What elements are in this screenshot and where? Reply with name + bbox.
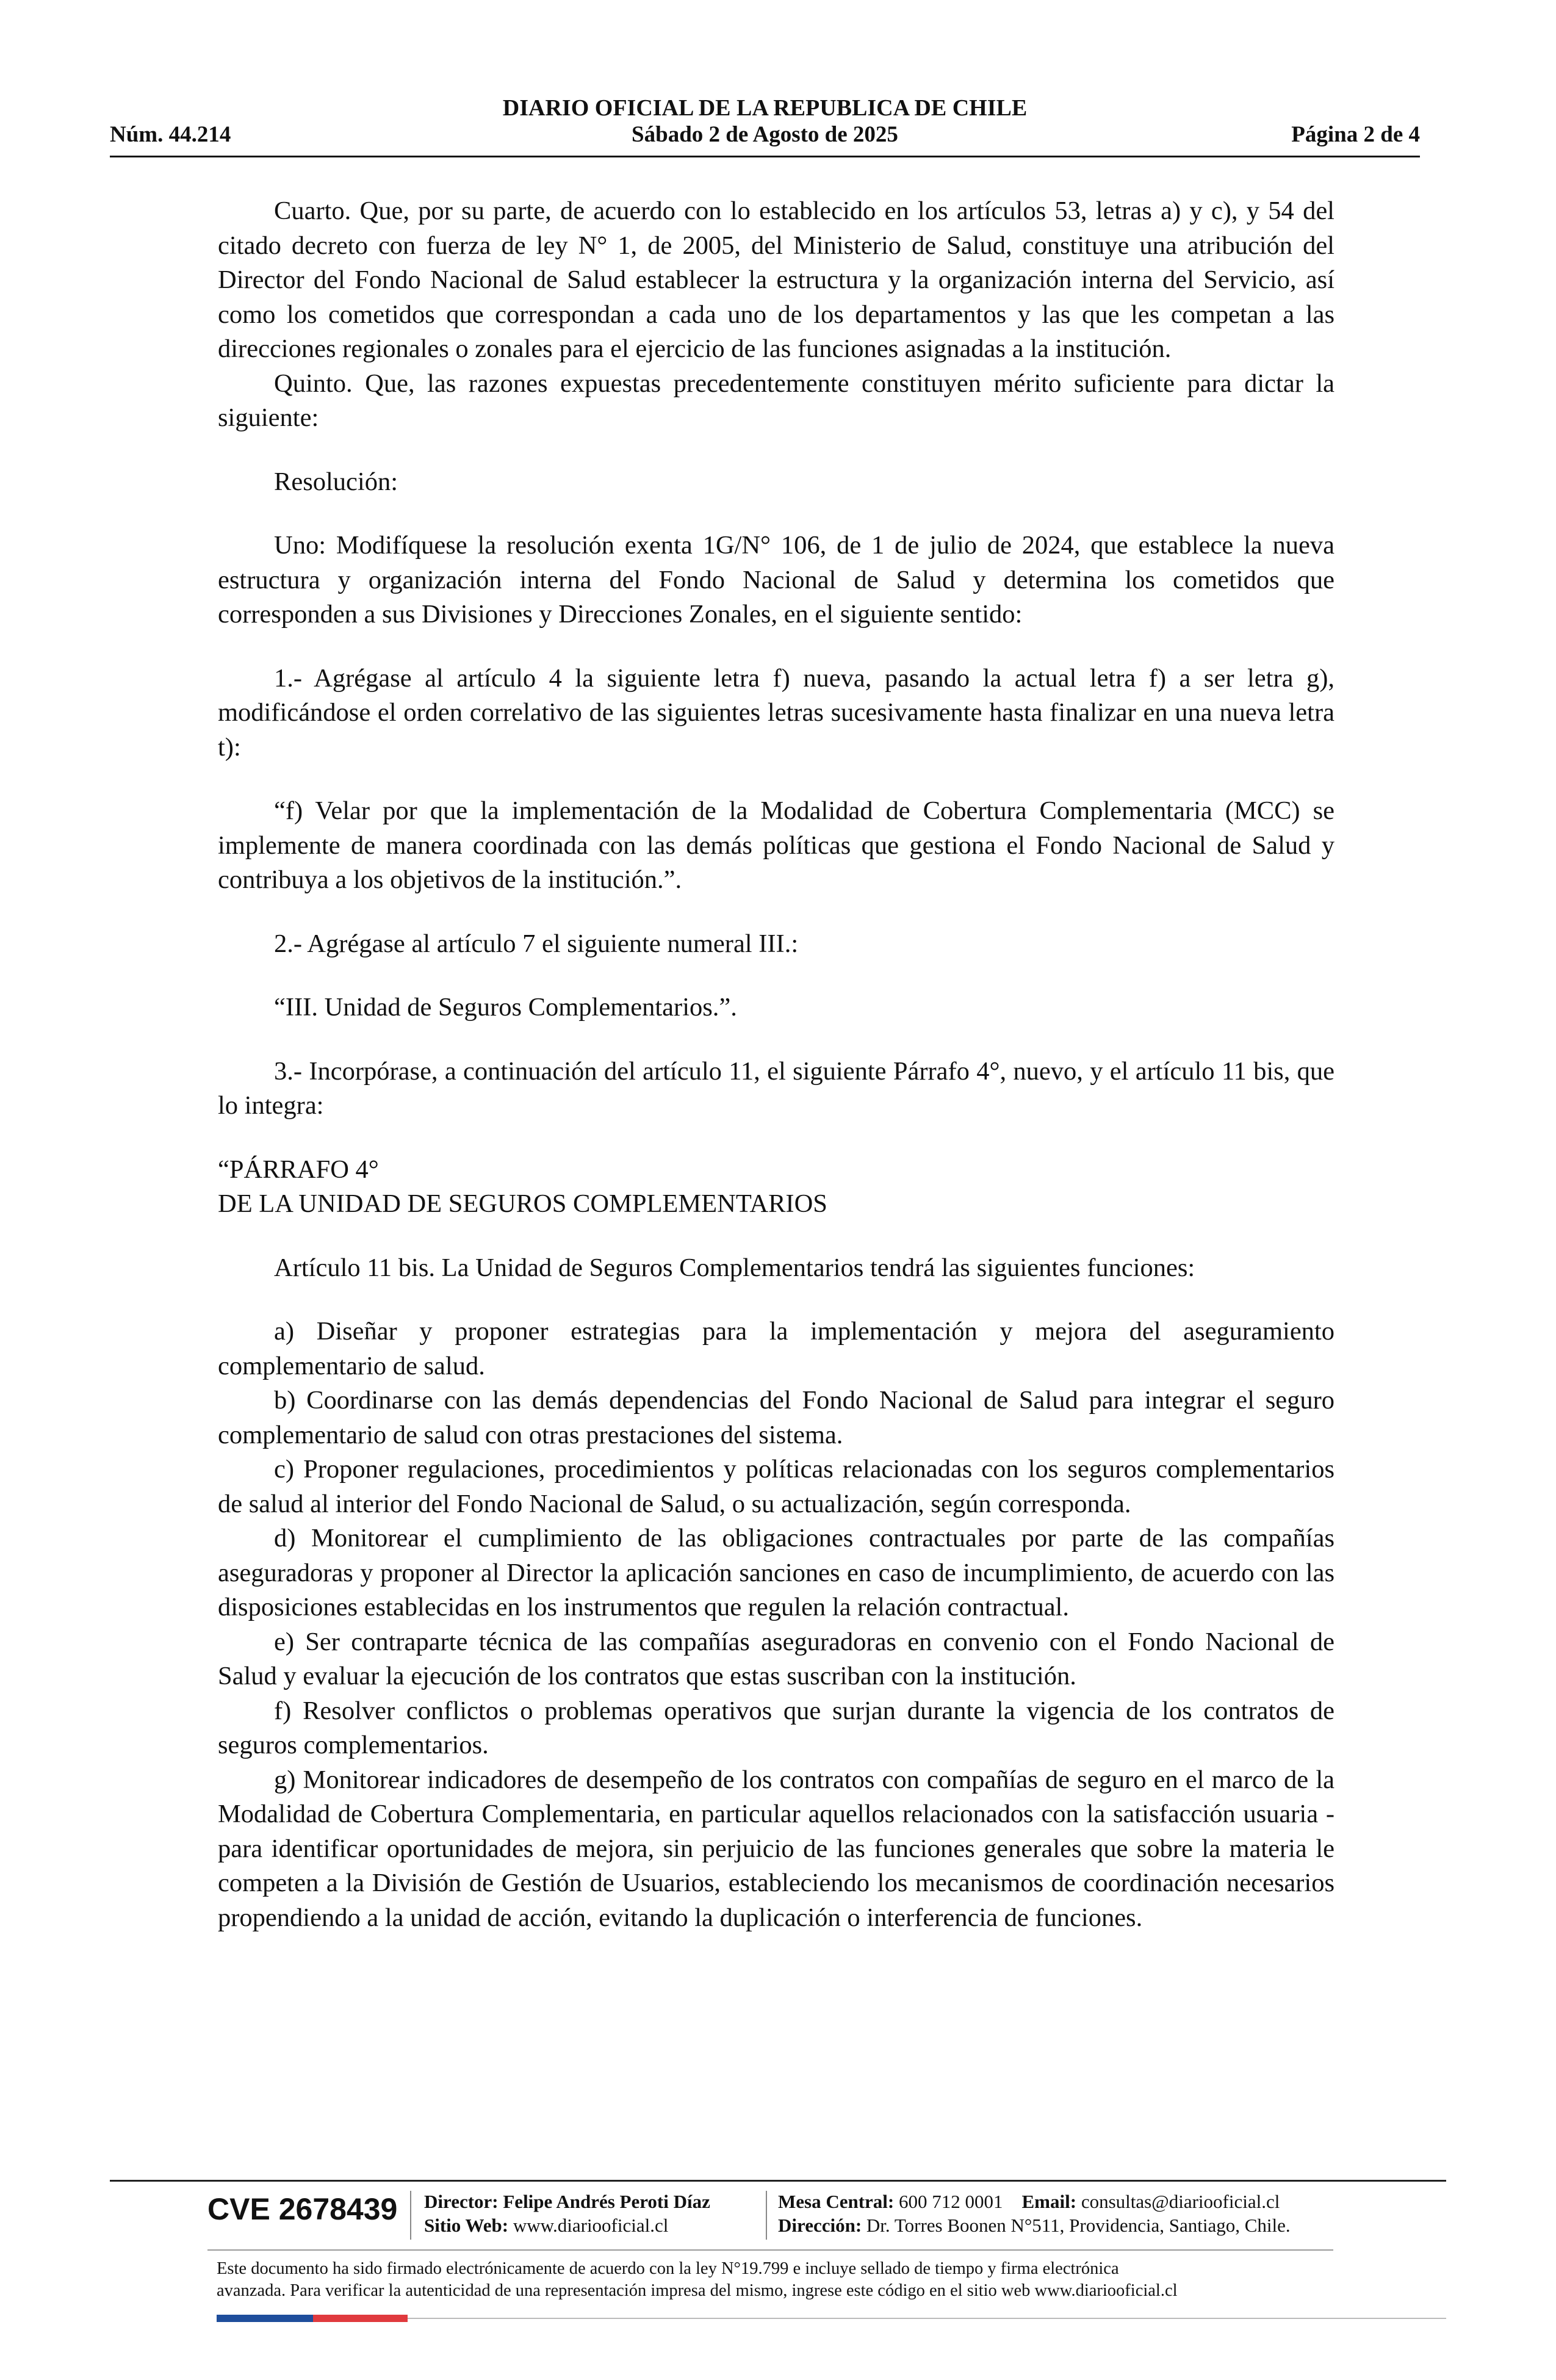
quote-letter-f: “f) Velar por que la implementación de la Modalidad de Cobertura Complementaria (MCC) se implemente de manera coordinada con las demás políticas que gestiona el Fondo Nacional de Salud y contribuya a los objetivos de la institución.”. bbox=[218, 796, 1334, 894]
function-item-e: e) Ser contraparte técnica de las compañías aseguradoras en convenio con el Fondo Nacional de Salud y evaluar la ejecución de los contratos que estas suscriban con la institución. bbox=[218, 1627, 1334, 1690]
function-item-c: c) Proponer regulaciones, procedimientos y políticas relacionadas con los seguros complementarios de salud al interior del Fondo Nacional de Salud, o su actualización, según corresponda. bbox=[218, 1455, 1334, 1518]
paragraph-cuarto: Cuarto. Que, por su parte, de acuerdo con lo establecido en los artículos 53, letras a) y c), y 54 del citado decreto con fuerza de ley N° 1, de 2005, del Ministerio de Salud, constituye una atribución del Director del Fondo Nacional de Salud establecer la estructura y la organización interna del Servicio, así como los cometidos que correspondan a cada uno de los departamentos y las que les competan a las direcciones regionales o zonales para el ejercicio de las funciones asignadas a la institución. bbox=[218, 197, 1334, 363]
quote-numeral-iii: “III. Unidad de Seguros Complementarios.”. bbox=[274, 993, 737, 1022]
address-label: Dirección: bbox=[778, 2215, 862, 2236]
flag-stripe-blue bbox=[217, 2315, 313, 2322]
address-value: Dr. Torres Boonen N°511, Providencia, Santiago, Chile. bbox=[866, 2215, 1291, 2236]
section-heading-1: “PÁRRAFO 4° bbox=[218, 1155, 379, 1184]
paragraph-item-2: 2.- Agrégase al artículo 7 el siguiente numeral III.: bbox=[274, 929, 799, 958]
email-address[interactable]: consultas@diariooficial.cl bbox=[1081, 2191, 1280, 2212]
paragraph-item-1: 1.- Agrégase al artículo 4 la siguiente letra f) nueva, pasando la actual letra f) a ser letra g), modificándose el orden correlativo de las siguientes letras sucesivamente hasta finalizar en una nueva letra t): bbox=[218, 663, 1334, 762]
function-item-d: d) Monitorear el cumplimiento de las obligaciones contractuales por parte de las compañías aseguradoras y proponer al Director la aplicación sanciones en caso de incumplimiento, de acuerdo con las disposiciones establecidas en los instrumentos que regulen la relación contractual. bbox=[218, 1524, 1334, 1621]
issue-number: Núm. 44.214 bbox=[110, 122, 231, 147]
page-number: Página 2 de 4 bbox=[1291, 122, 1420, 147]
director-label: Director: bbox=[424, 2191, 499, 2212]
website-link[interactable]: www.diariooficial.cl bbox=[513, 2215, 669, 2236]
notice-line-2: avanzada. Para verificar la autenticidad de una representación impresa del mismo, ingrese este código en el sitio web www.diariooficial.cl bbox=[217, 2281, 1178, 2300]
issue-date: Sábado 2 de Agosto de 2025 bbox=[632, 122, 898, 147]
article-11-bis: Artículo 11 bis. La Unidad de Seguros Complementarios tendrá las siguientes funciones: bbox=[274, 1253, 1195, 1282]
signature-notice bbox=[217, 2258, 1335, 2302]
function-item-a: a) Diseñar y proponer estrategias para la implementación y mejora del aseguramiento complementario de salud. bbox=[218, 1317, 1334, 1380]
phone-label: Mesa Central: bbox=[778, 2191, 895, 2212]
footer-bottom-rule bbox=[408, 2318, 1446, 2319]
footer-rule bbox=[110, 2180, 1446, 2182]
footer-divider bbox=[207, 2249, 1333, 2251]
paragraph-item-3: 3.- Incorpórase, a continuación del artículo 11, el siguiente Párrafo 4°, nuevo, y el artículo 11 bis, que lo integra: bbox=[218, 1056, 1334, 1120]
resolution-label: Resolución: bbox=[274, 467, 398, 496]
gazette-title: DIARIO OFICIAL DE LA REPUBLICA DE CHILE bbox=[502, 95, 1028, 121]
function-item-f: f) Resolver conflictos o problemas operativos que surjan durante la vigencia de los contratos de seguros complementarios. bbox=[218, 1696, 1334, 1759]
footer-director-block bbox=[424, 2190, 710, 2237]
footer-separator bbox=[410, 2191, 411, 2240]
document-body bbox=[218, 194, 1334, 1935]
cve-code: CVE 2678439 bbox=[207, 2192, 398, 2226]
header-rule bbox=[110, 156, 1420, 157]
email-label: Email: bbox=[1021, 2191, 1077, 2212]
notice-line-1: Este documento ha sido firmado electrónicamente de acuerdo con la ley N°19.799 e incluye sellado de tiempo y firma electrónica bbox=[217, 2259, 1119, 2278]
flag-stripe-red bbox=[313, 2315, 408, 2322]
function-item-g: g) Monitorear indicadores de desempeño de los contratos con compañías de seguro en el marco de la Modalidad de Cobertura Complementaria, en particular aquellos relacionados con la satisfacción usuaria - para identificar oportunidades de mejora, sin perjuicio de las funciones generales que sobre la materia le competen a la División de Gestión de Usuarios, estableciendo los mecanismos de coordinación necesarios propendiendo a la unidad de acción, evitando la duplicación o interferencia de funciones. bbox=[218, 1765, 1334, 1932]
paragraph-uno: Uno: Modifíquese la resolución exenta 1G/N° 106, de 1 de julio de 2024, que establece la nueva estructura y organización interna del Fondo Nacional de Salud y determina los cometidos que corresponden a sus Divisiones y Direcciones Zonales, en el siguiente sentido: bbox=[218, 531, 1334, 629]
paragraph-quinto: Quinto. Que, las razones expuestas precedentemente constituyen mérito suficiente para dictar la siguiente: bbox=[218, 369, 1334, 432]
footer-contact-block bbox=[778, 2190, 1291, 2237]
phone-number: 600 712 0001 bbox=[899, 2191, 1003, 2212]
section-heading-2: DE LA UNIDAD DE SEGUROS COMPLEMENTARIOS bbox=[218, 1189, 827, 1218]
website-label: Sitio Web: bbox=[424, 2215, 509, 2236]
footer-separator bbox=[766, 2191, 767, 2240]
function-item-b: b) Coordinarse con las demás dependencias del Fondo Nacional de Salud para integrar el seguro complementario de salud con otras prestaciones del sistema. bbox=[218, 1386, 1334, 1449]
page-header bbox=[110, 95, 1420, 156]
director-name: Felipe Andrés Peroti Díaz bbox=[503, 2191, 710, 2212]
